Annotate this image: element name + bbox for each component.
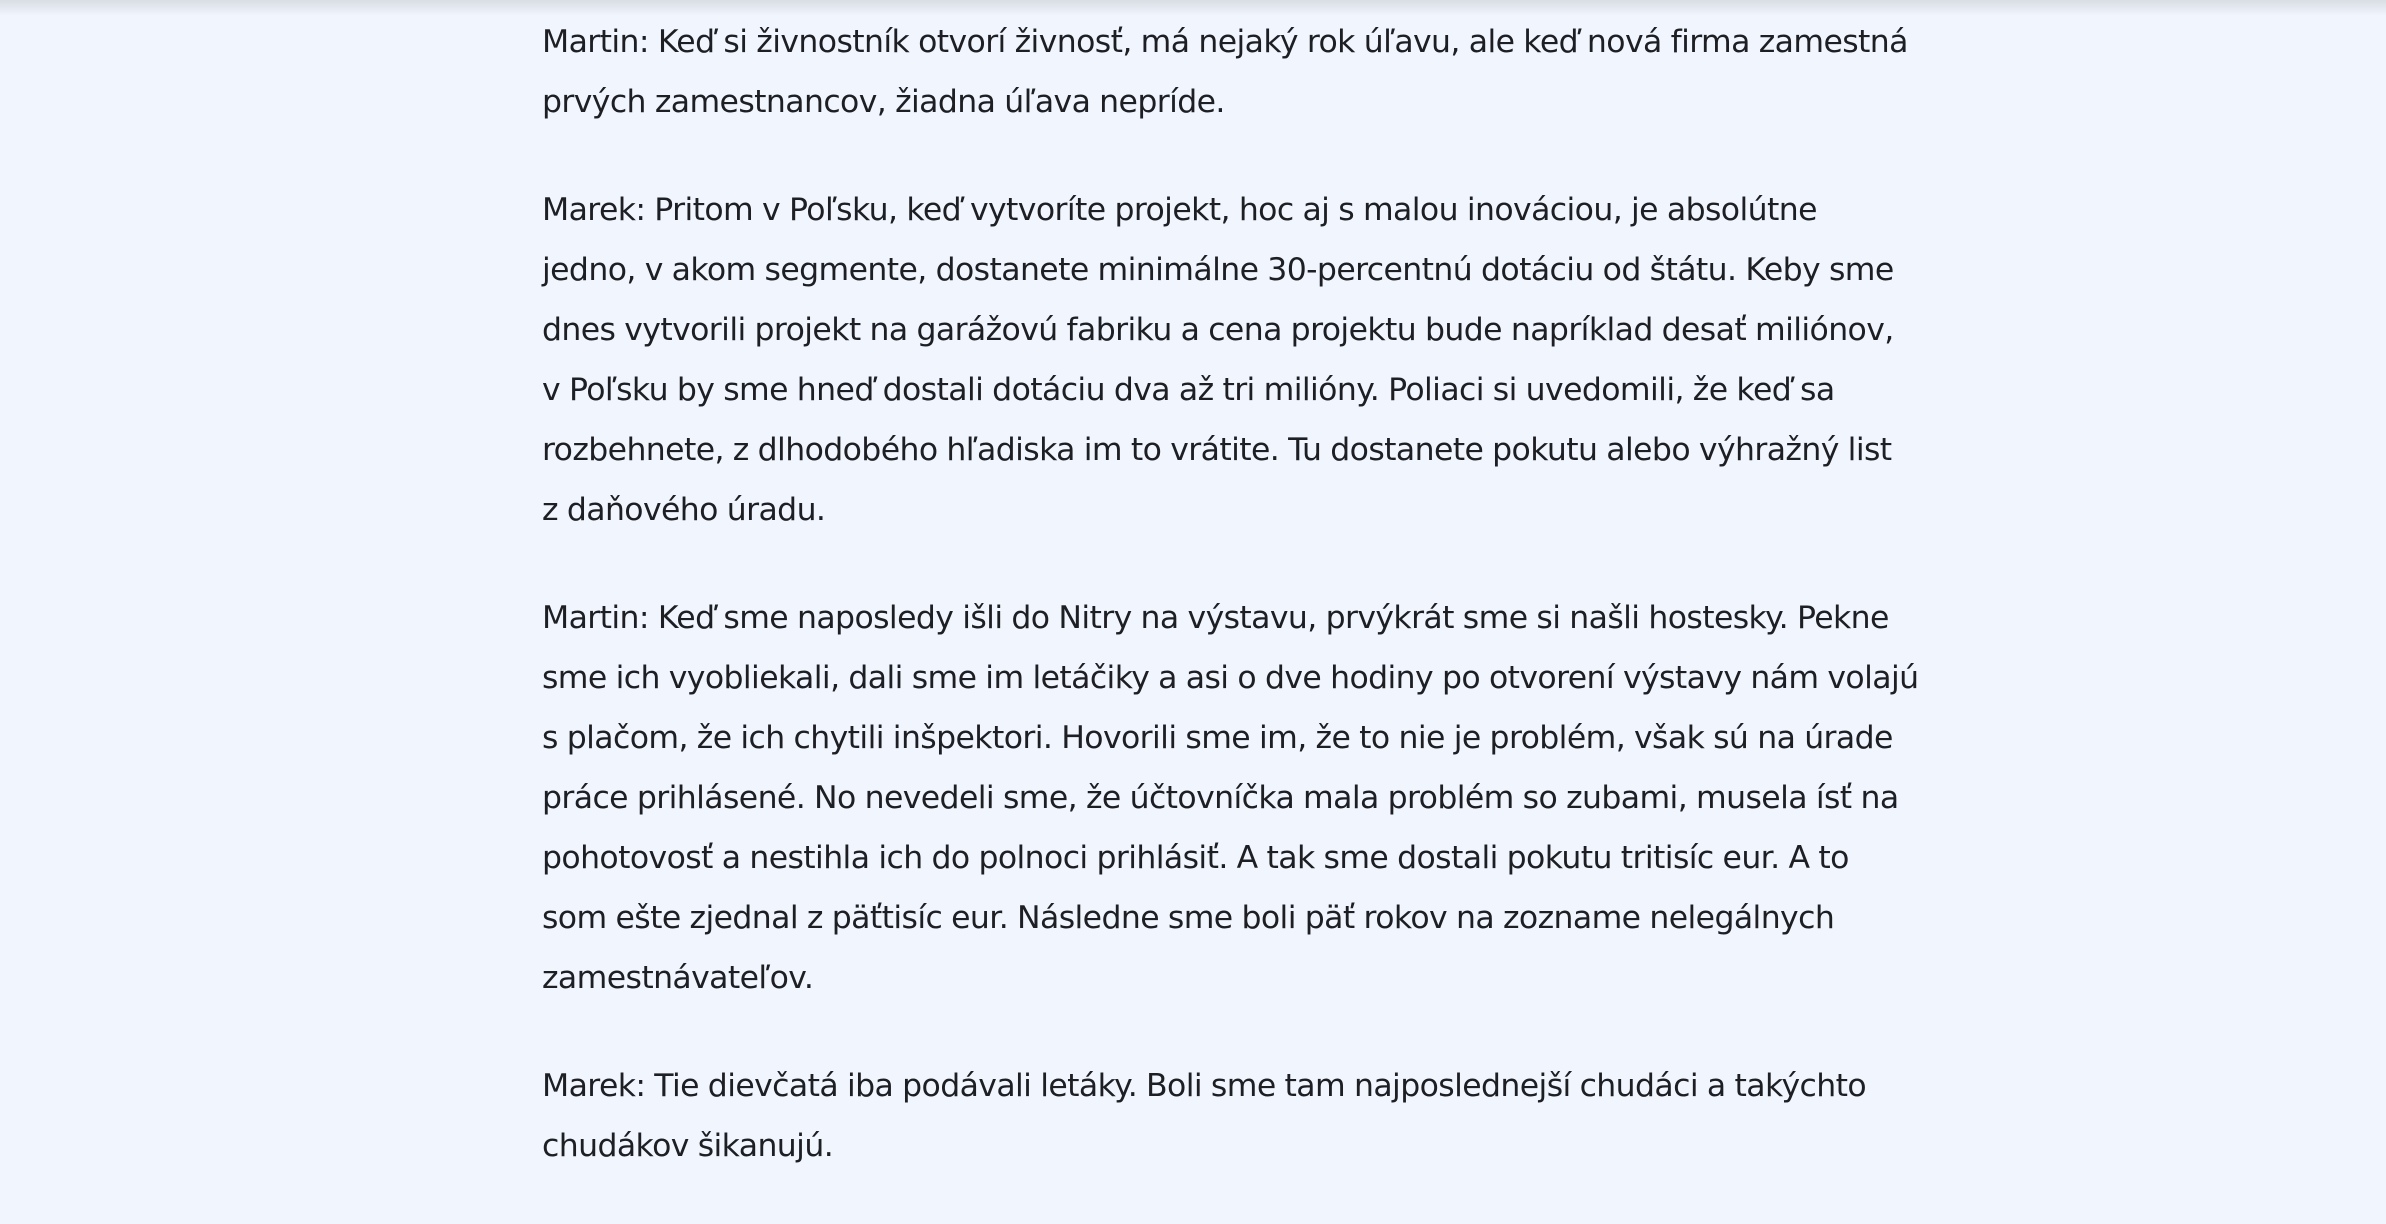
- text-line: sme ich vyobliekali, dali sme im letáčiky a asi o dve hodiny po otvorení výstavy nám volajú: [542, 660, 1919, 696]
- text-line: z daňového úradu.: [542, 492, 826, 528]
- text-line: pohotovosť a nestihla ich do polnoci prihlásiť. A tak sme dostali pokutu tritisíc eur. A to: [542, 840, 1849, 876]
- text-line: s plačom, že ich chytili inšpektori. Hovorili sme im, že to nie je problém, však sú na úrade: [542, 720, 1893, 756]
- text-line: prvých zamestnancov, žiadna úľava nepríde.: [542, 84, 1225, 120]
- text-line: som ešte zjednal z päťtisíc eur. Následne sme boli päť rokov na zozname nelegálnych: [542, 900, 1835, 936]
- text-line: Martin: Keď si živnostník otvorí živnosť, má nejaký rok úľavu, ale keď nová firma zamestná: [542, 24, 1908, 60]
- paragraph-martin-1: [542, 12, 1908, 132]
- text-line: jedno, v akom segmente, dostanete minimálne 30-percentnú dotáciu od štátu. Keby sme: [542, 252, 1894, 288]
- text-line: Marek: Tie dievčatá iba podávali letáky. Boli sme tam najposlednejší chudáci a takýchto: [542, 1068, 1867, 1104]
- interview-article-body: [542, 12, 1919, 1224]
- text-line: zamestnávateľov.: [542, 960, 814, 996]
- text-line: Martin: Keď sme naposledy išli do Nitry na výstavu, prvýkrát sme si našli hostesky. Pekne: [542, 600, 1889, 636]
- text-line: rozbehnete, z dlhodobého hľadiska im to vrátite. Tu dostanete pokutu alebo výhražný list: [542, 432, 1892, 468]
- paragraph-marek-2: [542, 1056, 1867, 1176]
- text-line: v Poľsku by sme hneď dostali dotáciu dva až tri milióny. Poliaci si uvedomili, že keď sa: [542, 372, 1835, 408]
- paragraph-martin-2: [542, 588, 1919, 1008]
- text-line: chudákov šikanujú.: [542, 1128, 834, 1164]
- text-line: dnes vytvorili projekt na garážovú fabriku a cena projektu bude napríklad desať miliónov,: [542, 312, 1894, 348]
- text-line: práce prihlásené. No nevedeli sme, že účtovníčka mala problém so zubami, musela ísť na: [542, 780, 1899, 816]
- paragraph-marek-1: [542, 180, 1894, 540]
- text-line: Marek: Pritom v Poľsku, keď vytvoríte projekt, hoc aj s malou inováciou, je absolútne: [542, 192, 1817, 228]
